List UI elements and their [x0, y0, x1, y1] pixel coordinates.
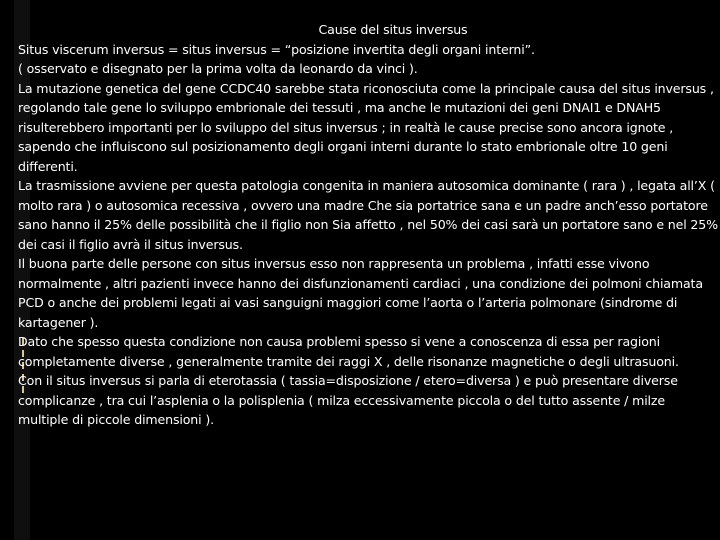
paragraph: La mutazione genetica del gene CCDC40 sarebbe stata riconosciuta come la principale causa del situs inversus , regolando tale gene lo sviluppo embrionale dei tessuti , ma anche le mutazioni dei geni DNAI1 e DNAH5 risulterebbero importanti per lo sviluppo del situs inversus ; in realtà le cause precise sono ancora ignote , sapendo che influiscono sul posizionamento degli organi interni durante lo stato embrionale oltre 10 geni differenti.: [18, 80, 714, 174]
slide-content: [18, 20, 718, 430]
paragraph: Dato che spesso questa condizione non causa problemi spesso si vene a conoscenza di essa per ragioni completamente diverse , generalmente tramite dei raggi X , delle risonanze magnetiche o degli ultrasuoni.: [18, 334, 679, 369]
paragraph: Con il situs inversus si parla di eterotassia ( tassia=disposizione / etero=diversa ) e può presentare diverse complicanze , tra cui l’asplenia o la polisplenia ( milza eccessivamente piccola o del tutto assente / milze multiple di piccole dimensioni ).: [18, 373, 678, 427]
paragraph: ( osservato e disegnato per la prima volta da leonardo da vinci ).: [18, 61, 418, 76]
paragraph: La trasmissione avviene per questa patologia congenita in maniera autosomica dominante ( rara ) , legata all’X ( molto rara ) o autosomica recessiva , ovvero una madre Che sia portatrice sana e un padre anch’esso portatore sano hanno il 25% delle possibilità che il figlio non Sia affetto , nel 50% dei casi sarà un portatore sano e nel 25% dei casi il figlio avrà il situs inversus.: [18, 178, 718, 252]
paragraph: Il buona parte delle persone con situs inversus esso non rappresenta un problema , infatti esse vivono normalmente , altri pazienti invece hanno dei disfunzionamenti cardiaci , una condizione dei polmoni chiamata PCD o anche dei problemi legati ai vasi sanguigni maggiori come l’aorta o l’arteria polmonare (sindrome di kartagener ).: [18, 256, 703, 330]
paragraph: Situs viscerum inversus = situs inversus = “posizione invertita degli organi interni”.: [18, 41, 535, 57]
slide-title: Cause del situs inversus: [318, 22, 468, 37]
